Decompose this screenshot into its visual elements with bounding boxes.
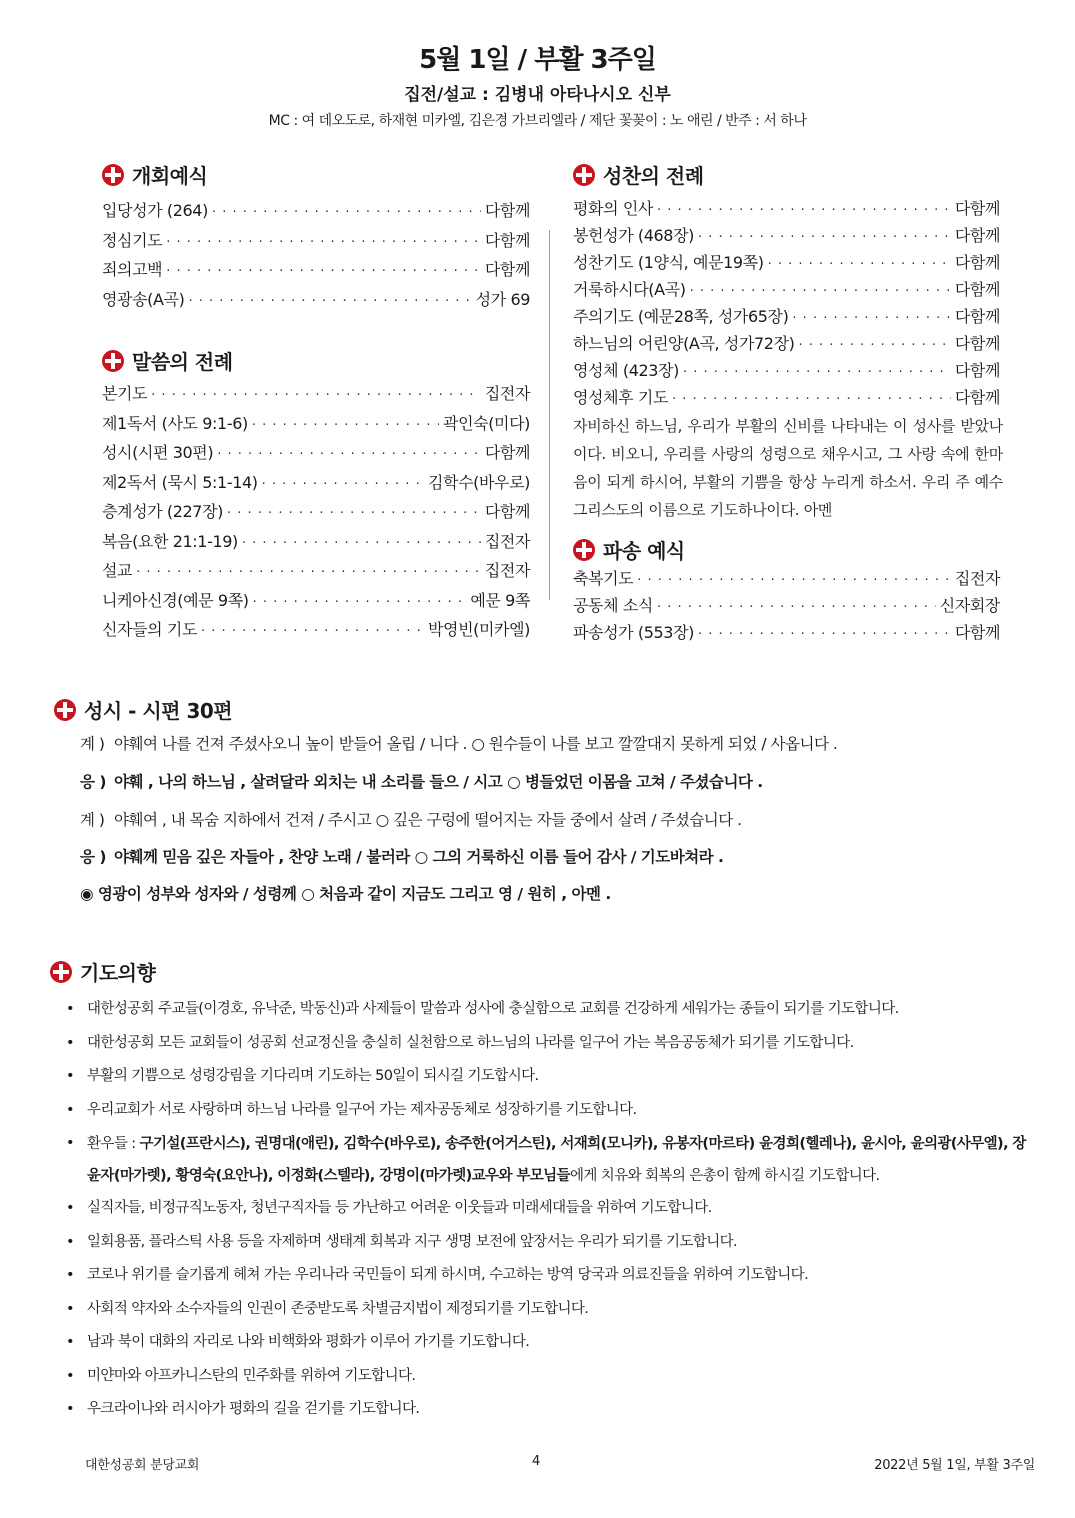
celebrant-line: 집전/설교 : 김병내 아타나시오 신부 xyxy=(404,85,671,105)
liturgy-item-label: 제1독서 (사도 9:1-6) xyxy=(102,413,248,433)
footer-date: 2022년 5월 1일, 부활 3주일 xyxy=(874,1458,1035,1473)
intention-item-sick xyxy=(66,1127,1026,1192)
liturgy-item-performer: 곽인숙(미다) xyxy=(443,413,530,433)
intention-item: • 부활의 기쁨으로 성령강림을 기다리며 기도하는 50일이 되시길 기도합시다. xyxy=(66,1060,1026,1094)
red-cross-icon xyxy=(50,961,72,983)
liturgy-item-label: 복음(요한 21:1-19) xyxy=(102,531,238,551)
psalm-text: 야훼여 , 내 목숨 지하에서 건져 / 주시고 ○ 깊은 구렁에 떨어지는 자들 중에서 살려 / 주셨습니다 . xyxy=(114,811,742,829)
section-psalm-heading: 성시 - 시편 30편 xyxy=(54,695,232,724)
liturgy-row xyxy=(102,409,530,439)
psalm-speaker: 계 ) xyxy=(80,735,105,753)
liturgy-row xyxy=(102,226,530,256)
liturgy-row xyxy=(102,556,530,586)
liturgy-item-label: 봉헌성가 (468장) xyxy=(573,226,694,245)
liturgy-item-performer: 박영빈(미카엘) xyxy=(427,620,530,639)
sick-tail: 에게 치유와 회복의 은총이 함께 하시길 기도합니다. xyxy=(569,1168,880,1184)
liturgy-item-label: 파송성가 (553장) xyxy=(573,623,694,642)
liturgy-item-performer: 다함께 xyxy=(954,253,1000,272)
dot-leader xyxy=(637,567,951,594)
sick-names: 구기설(프란시스), 권명대(애린), 김학수(바우로), 송주한(어거스틴), 서재희(모니카), 유봉자(마르타) 윤경희(헬레나), 윤시아, 윤의광(사무엘), 장윤자(마가렛), 황영숙(요안나), 이정화(스텔라), 강명이(마가렛)교우와 부모님들 xyxy=(87,1136,1026,1184)
liturgy-item-label: 거룩하시다(A곡) xyxy=(573,280,686,299)
liturgy-item-performer: 다함께 xyxy=(954,199,1000,218)
liturgy-row xyxy=(573,384,1000,411)
liturgy-row xyxy=(102,468,530,498)
liturgy-item-performer: 김학수(바우로) xyxy=(427,472,530,492)
intention-item: • 우리교회가 서로 사랑하며 하느님 나라를 일구어 가는 제자공동체로 성장하기를 기도합니다. xyxy=(66,1094,1026,1128)
liturgy-item-label: 영성체 (423장) xyxy=(573,361,679,380)
sick-lead: 환우들 : xyxy=(87,1136,140,1152)
liturgy-item-performer: 다함께 xyxy=(484,443,530,462)
liturgy-item-label: 니케아신경(예문 9쪽) xyxy=(102,590,249,610)
liturgy-row xyxy=(102,615,530,645)
dot-leader xyxy=(212,198,481,228)
dot-leader xyxy=(683,359,951,386)
red-cross-icon xyxy=(102,164,124,186)
intention-item: • 실직자들, 비정규직노동자, 청년구직자들 등 가난하고 어려운 이웃들과 미래세대들을 위하여 기도합니다. xyxy=(66,1192,1026,1226)
intentions-list xyxy=(66,993,1026,1427)
dot-leader xyxy=(690,278,951,305)
dot-leader xyxy=(252,411,439,441)
dot-leader xyxy=(262,470,424,500)
section-word-heading: 말씀의 전례 xyxy=(102,346,233,375)
red-cross-icon xyxy=(573,539,595,561)
liturgy-row xyxy=(102,285,530,315)
liturgy-item-performer: 다함께 xyxy=(954,623,1000,642)
dot-leader xyxy=(188,287,471,317)
dot-leader xyxy=(166,257,481,287)
psalm-text: 야훼 , 나의 하느님 , 살려달라 외치는 내 소리를 들으 / 시고 ○ 병들었던 이몸을 고쳐 / 주셨습니다 . xyxy=(114,773,763,791)
intention-item: • 남과 북이 대화의 자리로 나와 비핵화와 평화가 이루어 가기를 기도합니다. xyxy=(66,1326,1026,1360)
dot-leader xyxy=(166,228,481,258)
dot-leader xyxy=(768,251,951,278)
dot-leader xyxy=(201,617,424,647)
psalm-text: 야훼여 나를 건져 주셨사오니 높이 받들어 올립 / 니다 . ○ 원수들이 나를 보고 깔깔대지 못하게 되었 / 사옵니다 . xyxy=(114,735,838,753)
liturgy-row xyxy=(102,438,530,468)
liturgy-row xyxy=(102,379,530,409)
liturgy-item-label: 주의기도 (예문28쪽, 성가65장) xyxy=(573,307,789,326)
liturgy-item-performer: 다함께 xyxy=(484,502,530,521)
section-dismissal-heading: 파송 예식 xyxy=(573,535,685,564)
liturgy-item-performer: 신자회장 xyxy=(939,596,1000,615)
section-opening-heading: 개회예식 xyxy=(102,160,207,189)
intention-item: • 우크라이나와 러시아가 평화의 길을 걷기를 기도합니다. xyxy=(66,1393,1026,1427)
psalm-speaker: 응 ) xyxy=(80,848,106,866)
liturgy-item-label: 층계성가 (227장) xyxy=(102,502,223,521)
dismissal-list xyxy=(573,565,1000,646)
liturgy-row xyxy=(573,619,1000,646)
liturgy-item-performer: 다함께 xyxy=(954,388,1000,407)
liturgy-row xyxy=(573,222,1000,249)
column-divider xyxy=(549,230,550,600)
intention-item: • 대한성공회 모든 교회들이 성공회 선교정신을 충실히 실천함으로 하느님의 나라를 일구어 가는 복음공동체가 되기를 기도합니다. xyxy=(66,1027,1026,1061)
liturgy-row xyxy=(102,527,530,557)
liturgy-item-label: 축복기도 xyxy=(573,569,634,588)
dot-leader xyxy=(151,381,481,411)
liturgy-item-performer: 다함께 xyxy=(954,334,1000,353)
liturgy-item-label: 하느님의 어린양(A곡, 성가72장) xyxy=(573,334,795,353)
page-title: 5월 1일 / 부활 3주일 xyxy=(419,45,656,75)
psalm-line xyxy=(80,882,611,904)
liturgy-item-performer: 집전자 xyxy=(484,384,530,403)
liturgy-item-label: 성찬기도 (1양식, 예문19쪽) xyxy=(573,253,764,272)
liturgy-row xyxy=(573,195,1000,222)
intention-item: • 코로나 위기를 슬기롭게 헤쳐 가는 우리나라 국민들이 되게 하시며, 수고하는 방역 당국과 의료진들을 위하여 기도합니다. xyxy=(66,1259,1026,1293)
liturgy-row xyxy=(573,592,1000,619)
liturgy-item-performer: 예문 9쪽 xyxy=(470,590,530,610)
liturgy-row xyxy=(573,303,1000,330)
footer-page-number: 4 xyxy=(532,1454,540,1469)
psalm-text: 야훼께 믿음 깊은 자들아 , 찬양 노래 / 불러라 ○ 그의 거룩하신 이름 들어 감사 / 기도바쳐라 . xyxy=(114,848,724,866)
liturgy-item-label: 공동체 소식 xyxy=(573,596,653,615)
mc-line: MC : 여 데오도로, 하재현 미카엘, 김은경 가브리엘라 / 제단 꽃꽂이 : 노 애린 / 반주 : 서 하나 xyxy=(268,113,807,129)
red-cross-icon xyxy=(102,350,124,372)
liturgy-row xyxy=(573,249,1000,276)
dot-leader xyxy=(242,529,481,559)
psalm-text: ◉ 영광이 성부와 성자와 / 성령께 ○ 처음과 같이 지금도 그리고 영 / 원히 , 아멘 . xyxy=(80,885,611,903)
liturgy-row xyxy=(102,586,530,616)
intention-item: • 대한성공회 주교들(이경호, 유낙준, 박동신)과 사제들이 말씀과 성사에 충실함으로 교회를 건강하게 세워가는 종들이 되기를 기도합니다. xyxy=(66,993,1026,1027)
dot-leader xyxy=(698,621,951,648)
liturgy-item-performer: 다함께 xyxy=(954,280,1000,299)
liturgy-item-performer: 다함께 xyxy=(954,307,1000,326)
dot-leader xyxy=(657,197,951,224)
word-list xyxy=(102,379,530,645)
liturgy-row xyxy=(573,276,1000,303)
liturgy-item-label: 신자들의 기도 xyxy=(102,620,198,639)
dot-leader xyxy=(672,386,951,413)
red-cross-icon xyxy=(54,699,76,721)
liturgy-item-performer: 성가 69 xyxy=(475,289,530,309)
liturgy-item-label: 성시(시편 30편) xyxy=(102,443,214,462)
liturgy-item-label: 설교 xyxy=(102,561,133,580)
psalm-line xyxy=(80,808,742,830)
liturgy-item-performer: 집전자 xyxy=(484,561,530,580)
liturgy-row xyxy=(102,255,530,285)
liturgy-row xyxy=(573,357,1000,384)
dot-leader xyxy=(136,558,481,588)
intention-item: • 일회용품, 플라스틱 사용 등을 자제하며 생태계 회복과 지구 생명 보전에 앞장서는 우리가 되기를 기도합니다. xyxy=(66,1226,1026,1260)
psalm-line xyxy=(80,770,763,792)
dot-leader xyxy=(217,440,481,470)
liturgy-item-label: 영성체후 기도 xyxy=(573,388,669,407)
liturgy-item-label: 정심기도 xyxy=(102,230,163,250)
psalm-line xyxy=(80,732,837,754)
section-intentions-heading: 기도의향 xyxy=(50,957,155,986)
liturgy-item-performer: 집전자 xyxy=(954,569,1000,588)
liturgy-item-label: 영광송(A곡) xyxy=(102,289,185,309)
psalm-speaker: 계 ) xyxy=(80,811,105,829)
liturgy-item-performer: 다함께 xyxy=(484,260,530,279)
page-header xyxy=(0,42,1075,132)
liturgy-item-performer: 다함께 xyxy=(954,361,1000,380)
liturgy-row xyxy=(573,565,1000,592)
liturgy-item-performer: 집전자 xyxy=(484,531,530,551)
liturgy-item-label: 본기도 xyxy=(102,384,148,403)
liturgy-item-performer: 다함께 xyxy=(484,201,530,220)
intention-item: • 미얀마와 아프카니스탄의 민주화를 위하여 기도합니다. xyxy=(66,1360,1026,1394)
liturgy-item-label: 죄의고백 xyxy=(102,260,163,279)
liturgy-item-performer: 다함께 xyxy=(954,226,1000,245)
liturgy-item-label: 입당성가 (264) xyxy=(102,201,208,220)
footer-church: 대한성공회 분당교회 xyxy=(85,1458,200,1473)
dot-leader xyxy=(657,594,936,621)
dot-leader xyxy=(253,588,467,618)
liturgy-row xyxy=(573,330,1000,357)
intention-item: • 사회적 약자와 소수자들의 인권이 존중받도록 차별금지법이 제정되기를 기도합니다. xyxy=(66,1293,1026,1327)
psalm-line xyxy=(80,845,723,867)
dot-leader xyxy=(698,224,951,251)
psalm-speaker: 응 ) xyxy=(80,773,106,791)
red-cross-icon xyxy=(573,164,595,186)
dot-leader xyxy=(792,305,950,332)
liturgy-item-label: 제2독서 (묵시 5:1-14) xyxy=(102,472,258,492)
dot-leader xyxy=(227,499,481,529)
post-communion-prayer: 자비하신 하느님, 우리가 부활의 신비를 나타내는 이 성사를 받았나이다. 비오니, 우리를 사랑의 성령으로 채우시고, 그 사랑 속에 한마음이 되게 하시어, 부활의 기쁨을 항상 누리게 하소서. 우리 주 예수 그리스도의 이름으로 기도하나이다. 아멘 xyxy=(573,417,1003,519)
eucharist-list xyxy=(573,195,1000,411)
liturgy-item-performer: 다함께 xyxy=(484,230,530,250)
liturgy-row xyxy=(102,497,530,527)
section-eucharist-heading: 성찬의 전례 xyxy=(573,160,704,189)
opening-list xyxy=(102,196,530,314)
liturgy-row xyxy=(102,196,530,226)
liturgy-item-label: 평화의 인사 xyxy=(573,199,653,218)
dot-leader xyxy=(798,332,950,359)
